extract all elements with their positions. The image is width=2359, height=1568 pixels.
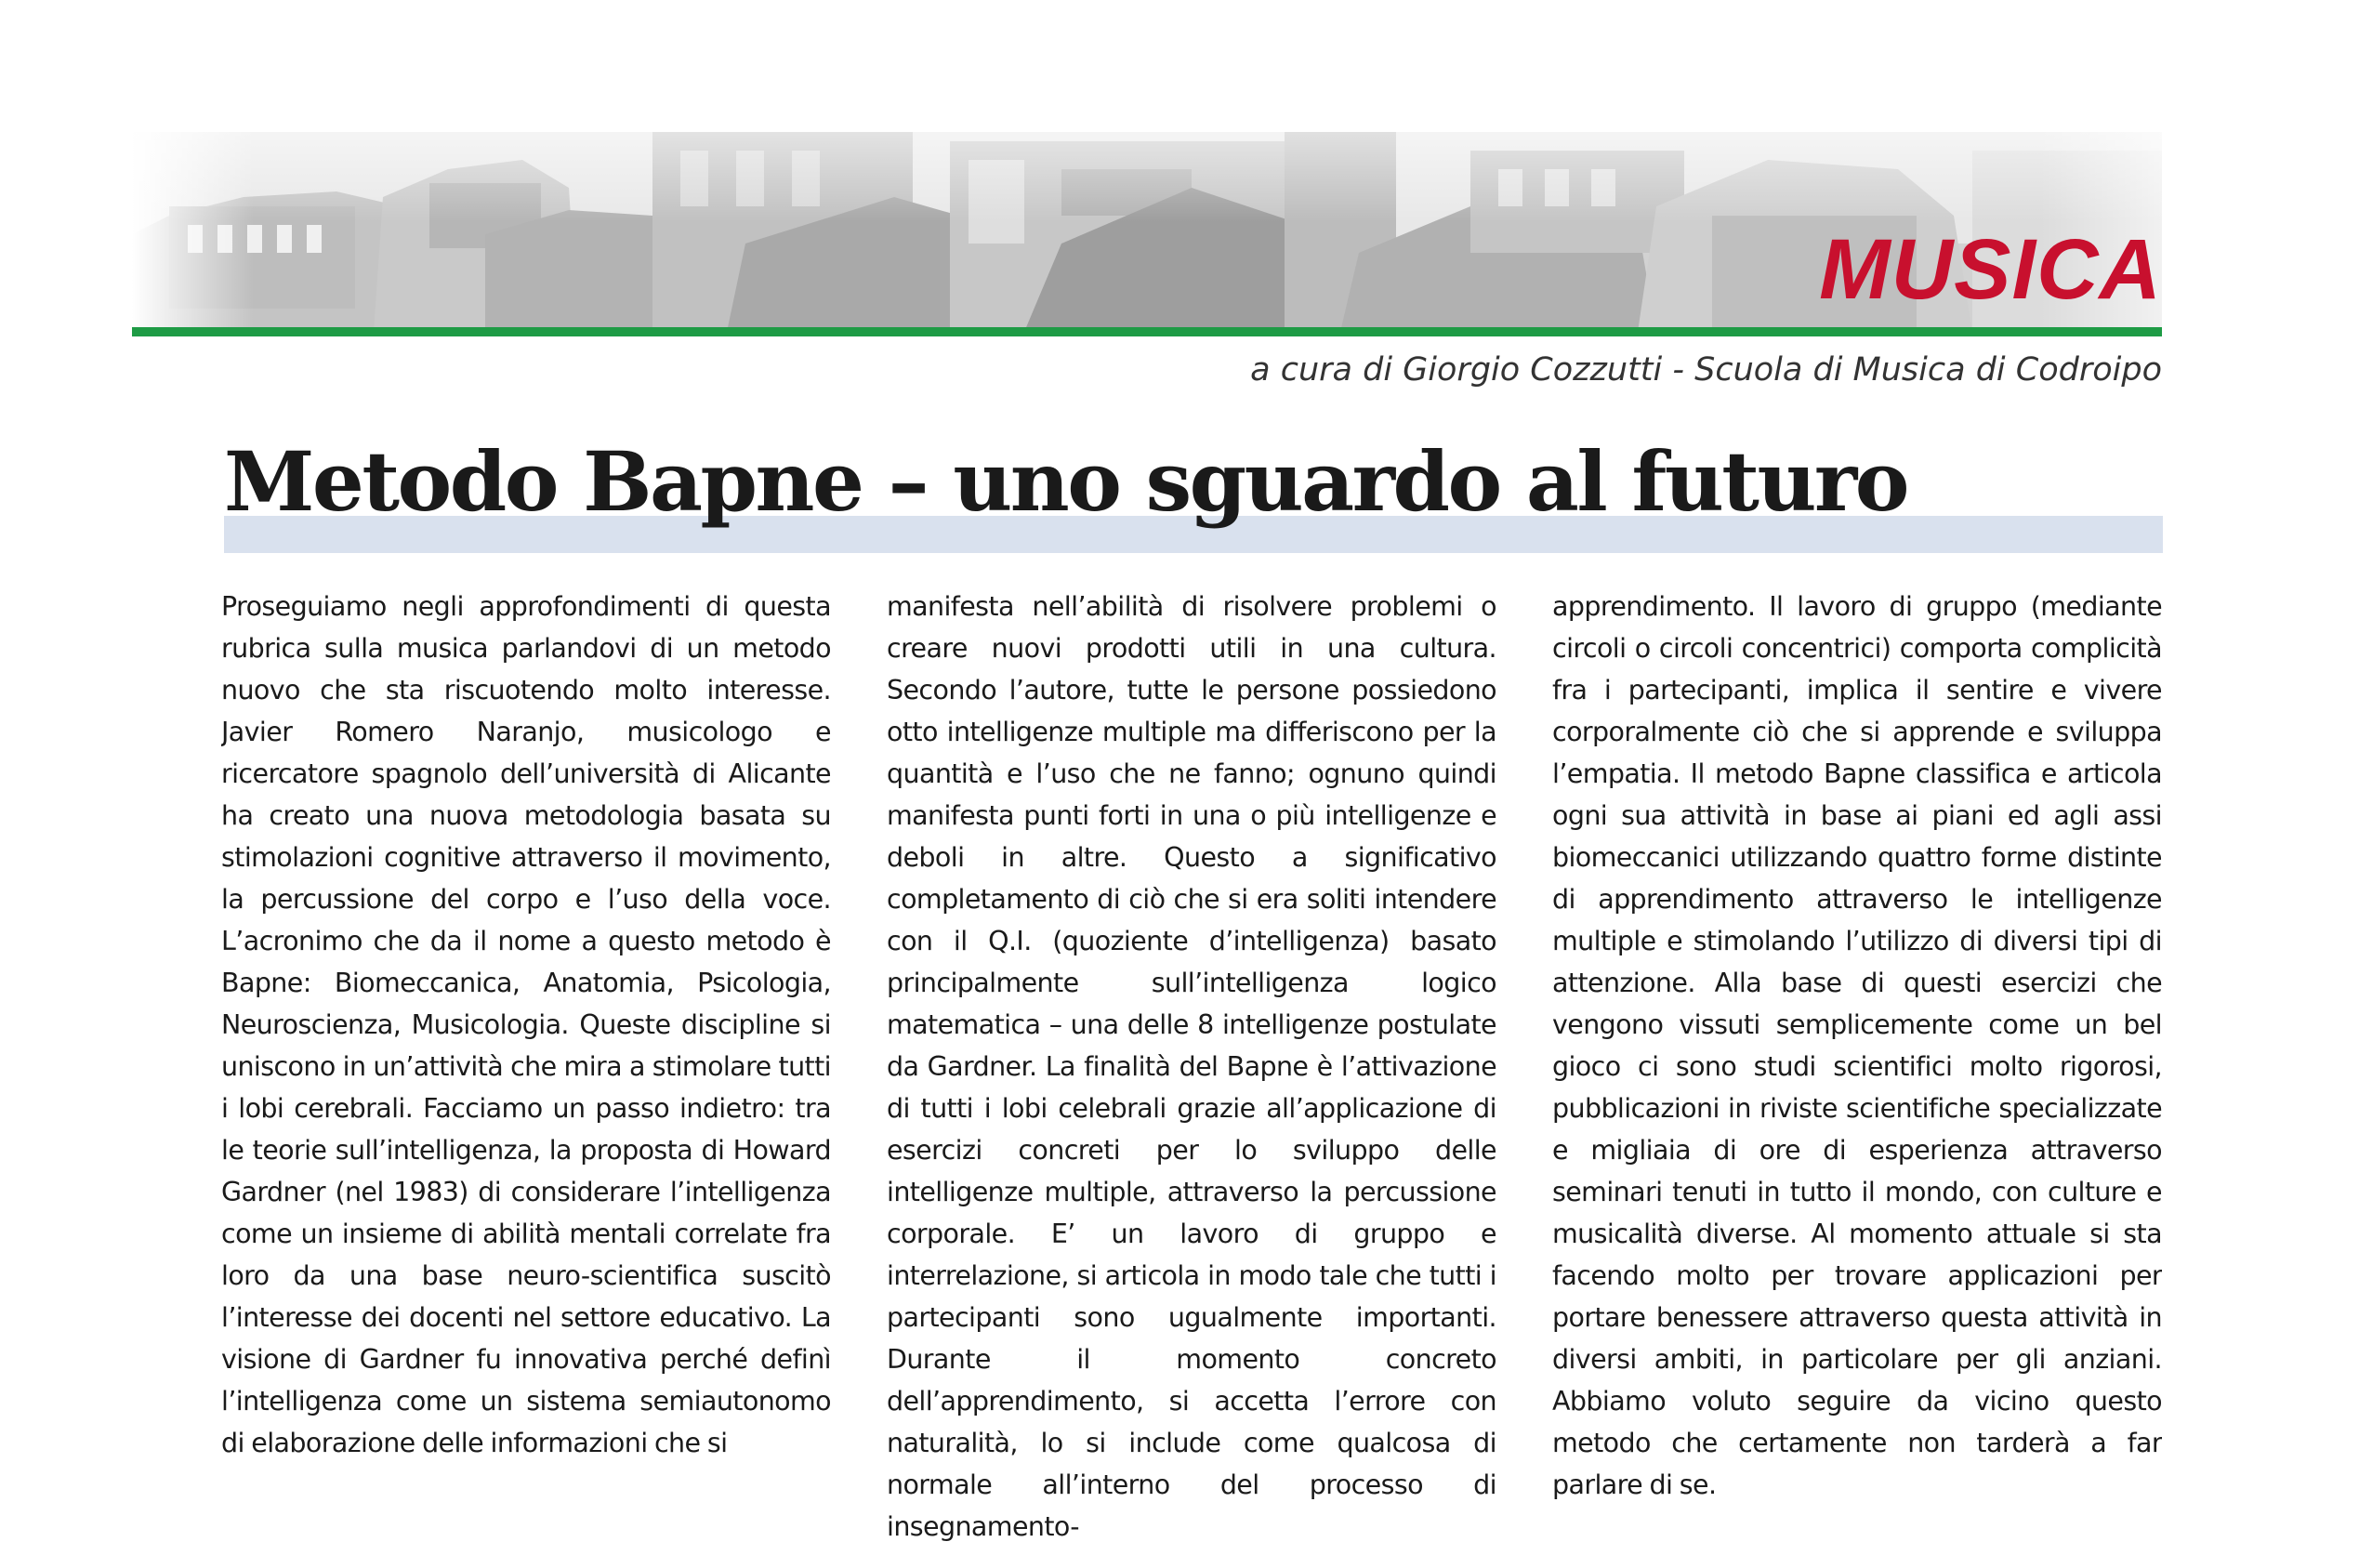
byline: a cura di Giorgio Cozzutti - Scuola di Musica di Codroipo bbox=[1250, 351, 2162, 389]
article-column-1 bbox=[221, 586, 831, 1552]
article-body bbox=[221, 586, 2162, 1552]
article-headline: Metodo Bapne – uno sguardo al futuro bbox=[224, 433, 1907, 530]
article-column-2 bbox=[887, 586, 1496, 1552]
article-column-text: apprendimento. Il lavoro di gruppo (mediante circoli o circoli concentrici) comporta complicità fra i partecipanti, implica il sentire e vivere corporalmente ciò che si apprende e sviluppa l’empatia. Il metodo Bapne classifica e articola ogni sua attività in base ai piani ed agli assi biomeccanici utilizzando quattro forme distinte di apprendimento attraverso le intelligenze multiple e stimolando l’utilizzo di diversi tipi di attenzione. Alla base di questi esercizi che vengono vissuti semplicemente come un bel gioco ci sono studi scientifici molto rigorosi, pubblicazioni in riviste scientifiche specializzate e migliaia di ore di esperienza attraverso seminari tenuti in tutto il mondo, con culture e musicalità diverse. Al momento attuale si sta facendo molto per trovare applicazioni per portare benessere attraverso questa attività in diversi ambiti, in particolare per gli anziani. Abbiamo voluto seguire da vicino questo metodo che certamente non tarderà a far parlare di se. bbox=[1552, 591, 2162, 1500]
article-column-text: manifesta nell’abilità di risolvere problemi o creare nuovi prodotti utili in una cultura. Secondo l’autore, tutte le persone possiedono otto intelligenze multiple ma differiscono per la quantità e l’uso che ne fanno; ognuno quindi manifesta punti forti in una o più intelligenze e deboli in altre. Questo a significativo completamento di ciò che si era soliti intendere con il Q.I. (quoziente d’intelligenza) basato principalmente sull’intelligenza logico matematica – una delle 8 intelligenze postulate da Gardner. La finalità del Bapne è l’attivazione di tutti i lobi celebrali grazie all’applicazione di esercizi concreti per lo sviluppo delle intelligenze multiple, attraverso la percussione corporale. E’ un lavoro di gruppo e interrelazione, si articola in modo tale che tutti i partecipanti sono ugualmente importanti. Durante il momento concreto dell’apprendimento, si accetta l’errore con naturalità, lo si include come qualcosa di normale all’interno del processo di insegnamento- bbox=[887, 591, 1496, 1542]
article-column-3 bbox=[1552, 586, 2162, 1552]
section-title: MUSICA bbox=[1819, 222, 2162, 317]
article-column-text: Proseguiamo negli approfondimenti di questa rubrica sulla musica parlandovi di un metodo nuovo che sta riscuotendo molto interesse. Javier Romero Naranjo, musicologo e ricercatore spagnolo dell’università di Alicante ha creato una nuova metodologia basata su stimolazioni cognitive attraverso il movimento, la percussione del corpo e l’uso della voce. L’acronimo che da il nome a questo metodo è Bapne: Biomeccanica, Anatomia, Psicologia, Neuroscienza, Musicologia. Queste discipline si uniscono in un’attività che mira a stimolare tutti i lobi cerebrali. Facciamo un passo indietro: tra le teorie sull’intelligenza, la proposta di Howard Gardner (nel 1983) di considerare l’intelligenza come un insieme di abilità mentali correlate fra loro da una base neuro-scientifica suscitò l’interesse dei docenti nel settore educativo. La visione di Gardner fu innovativa perché definì l’intelligenza come un sistema semiautonomo di elaborazione delle informazioni che si bbox=[221, 591, 831, 1458]
section-divider-rule bbox=[132, 327, 2162, 336]
